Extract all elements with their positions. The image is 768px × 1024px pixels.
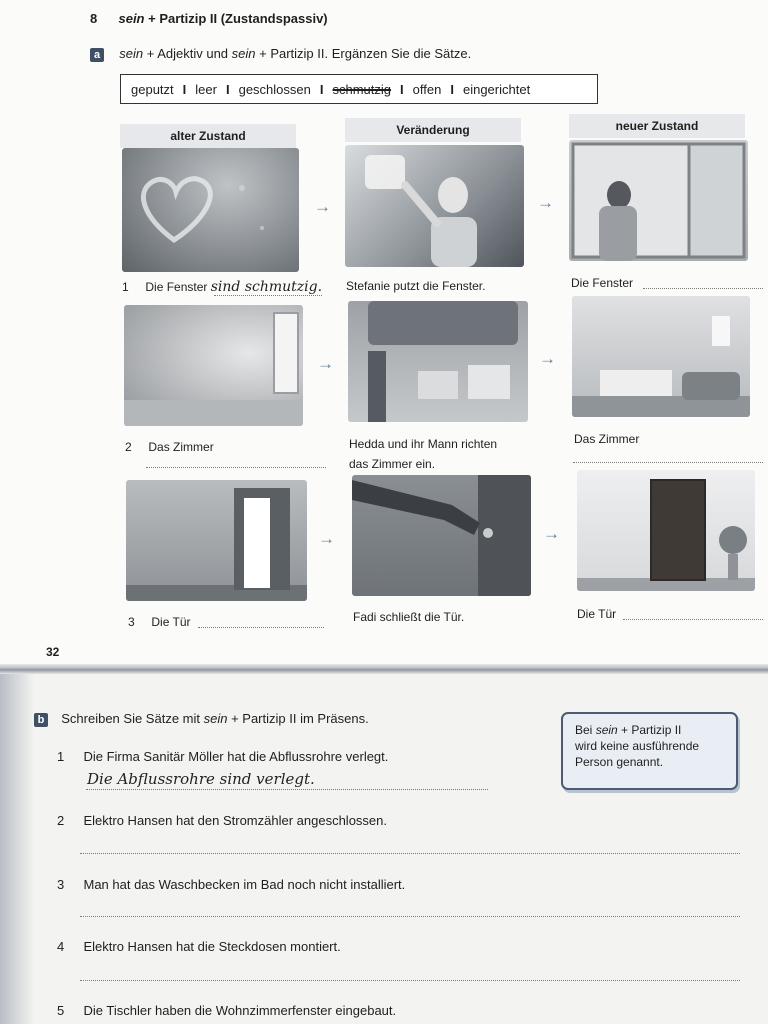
col-head-alter-zustand: alter Zustand [120, 124, 296, 148]
task-b-item-3-answer-line[interactable] [80, 916, 740, 917]
task-b-instruction [34, 711, 369, 727]
task-b-item-3 [57, 877, 405, 892]
task-b-instr-post: + Partizip II im Präsens. [227, 711, 369, 726]
word-eingerichtet: eingerichtet [462, 81, 531, 97]
section-title-sein: sein [118, 11, 145, 26]
task-b-instr-em: sein [203, 711, 228, 726]
row-2-change-text [349, 434, 497, 474]
col-head-neuer-zustand: neuer Zustand [569, 114, 745, 138]
instr-mid: + Adjektiv und [143, 46, 232, 61]
task-a-badge: a [90, 48, 104, 62]
row-3-change-text: Fadi schließt die Tür. [353, 610, 465, 624]
row-2-old-answer-line[interactable] [146, 467, 326, 468]
photo-moving-furniture [348, 301, 528, 422]
item-number: 5 [57, 1003, 65, 1018]
note-line-1-pre: Bei [575, 723, 596, 737]
row-1-change-text: Stefanie putzt die Fenster. [346, 279, 486, 293]
task-b-item-2-answer-line[interactable] [80, 853, 740, 854]
empty-room-illustration [124, 305, 303, 426]
arrow-icon: → [318, 529, 335, 548]
note-line-2: wird keine ausführende [575, 739, 700, 753]
word-bank [120, 74, 598, 104]
task-b-badge: b [34, 713, 48, 727]
task-a-instruction [90, 46, 471, 62]
row-3-old-answer-line[interactable] [198, 627, 324, 628]
row-1-handwritten-answer: sind schmutzig. [210, 279, 323, 295]
heart-drawing-icon [122, 148, 299, 272]
page-number: 32 [46, 645, 60, 659]
task-b-item-4 [57, 939, 341, 954]
item-text: Elektro Hansen hat die Steckdosen montiert. [83, 939, 341, 954]
photo-dirty-window [122, 148, 299, 272]
word-separator: I [182, 81, 187, 97]
photo-open-door [126, 480, 307, 601]
task-b-item-1-handwritten-answer: Die Abflussrohre sind verlegt. [87, 770, 315, 788]
word-separator: I [319, 81, 324, 97]
row-2-new-answer-line[interactable] [573, 462, 763, 463]
instr-rest: + Partizip II. Ergänzen Sie die Sätze. [255, 46, 472, 61]
row-1-old-answer-line [214, 295, 322, 296]
task-b-item-5 [57, 1003, 396, 1018]
note-line-1 [575, 722, 724, 738]
open-door-illustration [126, 480, 307, 601]
moving-furniture-illustration [348, 301, 528, 422]
instr-em-2: sein [231, 46, 256, 61]
note-line-1-em: sein [595, 723, 618, 737]
photo-empty-room [124, 305, 303, 426]
word-geputzt: geputzt [131, 81, 174, 97]
photo-clean-window [569, 140, 748, 261]
row-3-new-answer-line[interactable] [623, 619, 763, 620]
note-line-3: Person genannt. [575, 755, 664, 769]
item-text: Die Tischler haben die Wohnzimmerfenster eingebaut. [83, 1003, 397, 1018]
row-3-old-text: Die Tür [151, 615, 191, 629]
woman-cleaning-illustration [345, 145, 524, 267]
row-2-change-line-2: das Zimmer ein. [349, 457, 436, 471]
col-head-veraenderung: Veränderung [345, 118, 521, 142]
item-number: 2 [57, 813, 65, 828]
item-number: 1 [57, 749, 65, 764]
task-b-instr-pre: Schreiben Sie Sätze mit [61, 711, 204, 726]
row-1-new-answer-line[interactable] [643, 288, 763, 289]
instr-em-1: sein [119, 46, 144, 61]
photo-furnished-room [572, 296, 750, 417]
section-number: 8 [90, 11, 98, 26]
arrow-icon: → [539, 349, 556, 368]
task-b-item-4-answer-line[interactable] [80, 980, 740, 981]
task-b-item-1-answer-line[interactable] [86, 789, 488, 790]
item-number: 4 [57, 939, 65, 954]
word-separator: I [400, 81, 404, 97]
arrow-icon: → [543, 524, 560, 543]
task-b-item-2 [57, 813, 387, 828]
closed-door-illustration [577, 470, 755, 591]
row-3-old-label [128, 615, 191, 629]
item-text: Elektro Hansen hat den Stromzähler angeschlossen. [83, 813, 387, 828]
furnished-room-illustration [572, 296, 750, 417]
item-text: Man hat das Waschbecken im Bad noch nicht installiert. [83, 877, 406, 892]
row-2-change-line-1: Hedda und ihr Mann richten [349, 437, 498, 451]
page-fold [0, 664, 768, 674]
word-leer: leer [195, 81, 217, 97]
photo-closed-door [577, 470, 755, 591]
row-2-old-label [125, 440, 214, 454]
row-2-old-text: Das Zimmer [148, 440, 214, 454]
arrow-icon: → [317, 354, 334, 373]
row-3-number: 3 [128, 615, 135, 629]
row-2-number: 2 [125, 440, 132, 454]
row-1-new-text[interactable]: Die Fenster [571, 276, 634, 290]
binding-shadow [0, 674, 34, 1024]
word-separator: I [225, 81, 230, 97]
section-header [90, 11, 328, 26]
word-schmutzig-struck: schmutzig [332, 81, 392, 97]
row-3-new-text: Die Tür [577, 607, 617, 621]
note-line-1-post: + Partizip II [617, 723, 682, 737]
task-b-item-1 [57, 749, 388, 764]
photo-woman-cleaning-window [345, 145, 524, 267]
info-note-box [561, 712, 738, 790]
word-separator: I [450, 81, 454, 97]
arrow-icon: → [314, 197, 331, 216]
closing-door-illustration [352, 475, 531, 596]
row-2-new-text: Das Zimmer [574, 432, 640, 446]
item-text: Die Firma Sanitär Möller hat die Abflussrohre verlegt. [83, 749, 389, 764]
row-1-number: 1 [122, 280, 129, 294]
section-title-rest: + Partizip II (Zustandspassiv) [144, 11, 328, 26]
word-offen: offen [412, 81, 442, 97]
row-1-old-text: Die Fenster [145, 280, 208, 294]
photo-closing-door [352, 475, 531, 596]
word-geschlossen: geschlossen [238, 81, 311, 97]
arrow-icon: → [537, 193, 554, 212]
item-number: 3 [57, 877, 65, 892]
clean-window-illustration [569, 140, 748, 261]
row-1-old-label [122, 279, 322, 295]
